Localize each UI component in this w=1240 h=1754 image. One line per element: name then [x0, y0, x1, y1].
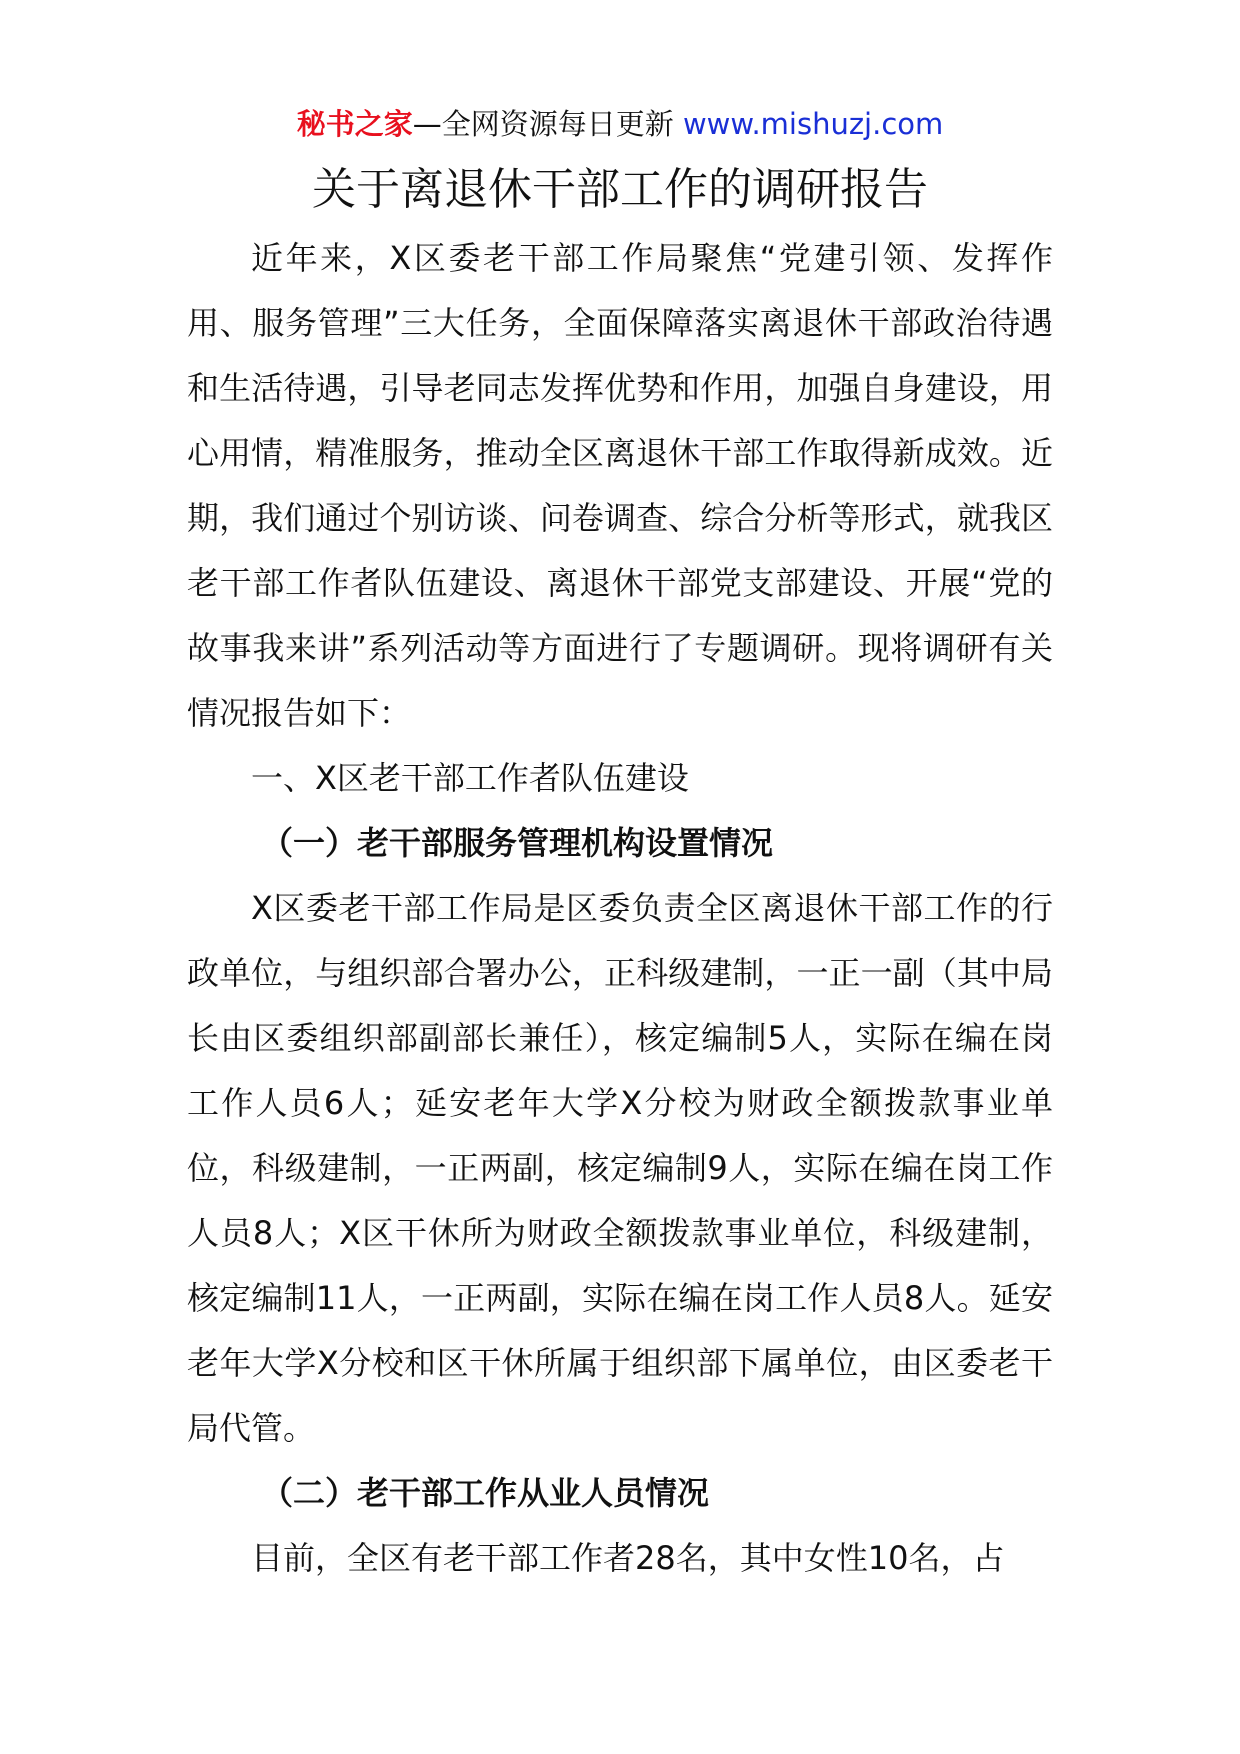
header-tagline: —全网资源每日更新	[412, 107, 683, 141]
document-body	[187, 226, 1053, 1591]
paragraph-1: X区委老干部工作局是区委负责全区离退休干部工作的行政单位，与组织部合署办公，正科级建制，一正一副（其中局长由区委组织部副部长兼任），核定编制5人，实际在编在岗工作人员6人；延安老年大学X分校为财政全额拨款事业单位，科级建制，一正两副，核定编制9人，实际在编在岗工作人员8人；X区干休所为财政全额拨款事业单位，科级建制，核定编制11人，一正两副，实际在编在岗工作人员8人。延安老年大学X分校和区干休所属于组织部下属单位，由区委老干局代管。	[187, 889, 1053, 1447]
site-header	[0, 100, 1240, 148]
section-heading-1: 一、X区老干部工作者队伍建设	[251, 759, 689, 797]
subsection-heading-1: （一）老干部服务管理机构设置情况	[261, 824, 774, 862]
intro-paragraph: 近年来，X区委老干部工作局聚焦“党建引领、发挥作用、服务管理”三大任务，全面保障落实离退休干部政治待遇和生活待遇，引导老同志发挥优势和作用，加强自身建设，用心用情，精准服务，推动全区离退休干部工作取得新成效。近期，我们通过个别访谈、问卷调查、综合分析等形式，就我区老干部工作者队伍建设、离退休干部党支部建设、开展“党的故事我来讲”系列活动等方面进行了专题调研。现将调研有关情况报告如下：	[187, 239, 1053, 732]
subsection-heading-2: （二）老干部工作从业人员情况	[261, 1474, 710, 1512]
document-title: 关于离退休干部工作的调研报告	[312, 164, 928, 215]
brand-name: 秘书之家	[296, 107, 413, 141]
site-url-link[interactable]: www.mishuzj.com	[682, 107, 944, 141]
paragraph-2: 目前，全区有老干部工作者28名，其中女性10名，占	[251, 1539, 1005, 1577]
